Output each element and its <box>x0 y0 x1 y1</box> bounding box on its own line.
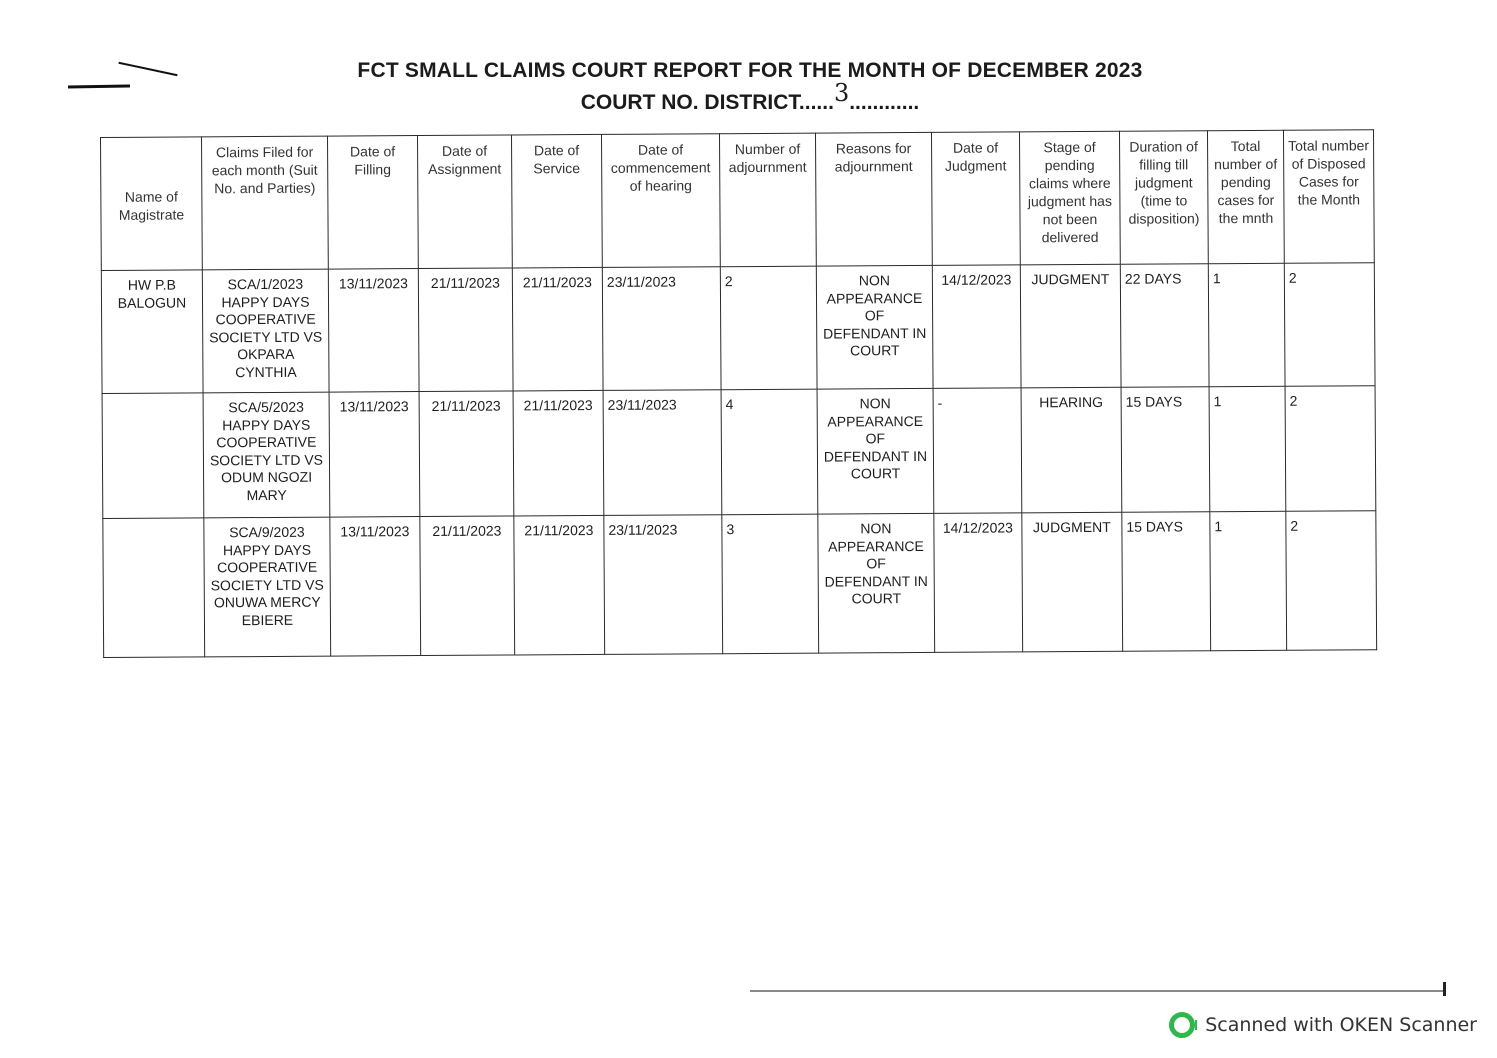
cell-reason: NON APPEARANCE OF DEFENDANT IN COURT <box>816 265 933 389</box>
scanner-watermark-text: Scanned with OKEN Scanner <box>1205 1014 1477 1036</box>
cell-reason: NON APPEARANCE OF DEFENDANT IN COURT <box>817 388 934 514</box>
cell-filing-date: 13/11/2023 <box>328 269 419 393</box>
column-header-filing-date: Date of Filling <box>327 136 418 270</box>
cell-judgment-date: 14/12/2023 <box>932 265 1021 389</box>
cell-service-date: 21/11/2023 <box>513 390 604 516</box>
cell-claim: SCA/5/2023 HAPPY DAYS COOPERATIVE SOCIETY LTD VS ODUM NGOZI MARY <box>203 392 330 518</box>
column-header-reasons: Reasons for adjournment <box>815 132 932 266</box>
cell-pending: 1 <box>1208 263 1285 386</box>
cell-assignment-date: 21/11/2023 <box>418 268 513 392</box>
oken-scanner-logo-icon <box>1169 1012 1195 1038</box>
cell-pending: 1 <box>1209 386 1286 511</box>
district-dots: ............ <box>849 91 920 114</box>
cell-judgment-date: - <box>933 388 1022 514</box>
column-header-disposed-total: Total number of Disposed Cases for the Month <box>1283 130 1374 264</box>
column-header-duration: Duration of filling till judgment (time to disposition) <box>1119 131 1208 265</box>
cell-service-date: 21/11/2023 <box>514 515 605 655</box>
column-header-magistrate: Name of Magistrate <box>101 137 203 271</box>
cell-adjournments: 3 <box>722 514 819 654</box>
cell-duration: 15 DAYS <box>1122 512 1211 652</box>
column-header-stage: Stage of pending claims where judgment has not been delivered <box>1019 131 1120 265</box>
scan-edge-line <box>750 990 1445 992</box>
cell-disposed: 2 <box>1285 386 1376 512</box>
cell-disposed: 2 <box>1284 263 1375 387</box>
cell-service-date: 21/11/2023 <box>512 267 603 391</box>
cell-stage: JUDGMENT <box>1022 512 1123 652</box>
cell-stage: HEARING <box>1021 387 1122 513</box>
cell-pending: 1 <box>1210 511 1287 650</box>
district-label: COURT NO. DISTRICT...... <box>580 91 834 114</box>
cell-magistrate <box>102 393 204 519</box>
column-header-adjournments: Number of adjournment <box>719 133 816 267</box>
cell-commencement-date: 23/11/2023 <box>604 515 723 655</box>
cell-disposed: 2 <box>1286 511 1377 651</box>
district-number: 3 <box>833 79 850 107</box>
cell-claim: SCA/9/2023 HAPPY DAYS COOPERATIVE SOCIETY LTD VS ONUWA MERCY EBIERE <box>204 517 331 657</box>
scan-mark-stroke <box>68 84 130 88</box>
table-row <box>102 386 1376 519</box>
column-header-judgment-date: Date of Judgment <box>931 132 1020 266</box>
cell-claim: SCA/1/2023 HAPPY DAYS COOPERATIVE SOCIETY LTD VS OKPARA CYNTHIA <box>202 269 329 393</box>
cell-assignment-date: 21/11/2023 <box>419 391 514 517</box>
report-title: FCT SMALL CLAIMS COURT REPORT FOR THE MONTH OF DECEMBER 2023 <box>357 59 1143 82</box>
scan-mark-stroke <box>118 62 177 76</box>
table-header-row <box>101 130 1375 271</box>
scan-edge-tick <box>1443 982 1446 996</box>
cell-duration: 15 DAYS <box>1121 387 1210 513</box>
cell-commencement-date: 23/11/2023 <box>603 390 722 516</box>
cell-assignment-date: 21/11/2023 <box>420 516 515 656</box>
cell-filing-date: 13/11/2023 <box>330 517 421 657</box>
cell-commencement-date: 23/11/2023 <box>602 267 721 391</box>
column-header-pending-total: Total number of pending cases for the mnth <box>1207 130 1284 263</box>
cell-magistrate: HW P.B BALOGUN <box>101 270 203 394</box>
cell-adjournments: 4 <box>721 389 818 515</box>
report-table <box>100 129 1377 658</box>
column-header-commencement-date: Date of commencement of hearing <box>601 134 720 268</box>
cell-judgment-date: 14/12/2023 <box>934 513 1023 653</box>
column-header-assignment-date: Date of Assignment <box>417 135 512 269</box>
cell-adjournments: 2 <box>720 266 817 390</box>
table-row <box>101 263 1375 394</box>
table-row <box>103 511 1377 658</box>
column-header-service-date: Date of Service <box>511 134 602 268</box>
column-header-claims: Claims Filed for each month (Suit No. and Parties) <box>202 136 329 270</box>
cell-magistrate <box>103 518 205 658</box>
scanner-watermark <box>1169 1012 1477 1038</box>
cell-stage: JUDGMENT <box>1020 264 1121 388</box>
cell-duration: 22 DAYS <box>1120 264 1209 388</box>
cell-reason: NON APPEARANCE OF DEFENDANT IN COURT <box>818 513 935 653</box>
report-subtitle <box>250 79 1250 118</box>
cell-filing-date: 13/11/2023 <box>329 392 420 518</box>
